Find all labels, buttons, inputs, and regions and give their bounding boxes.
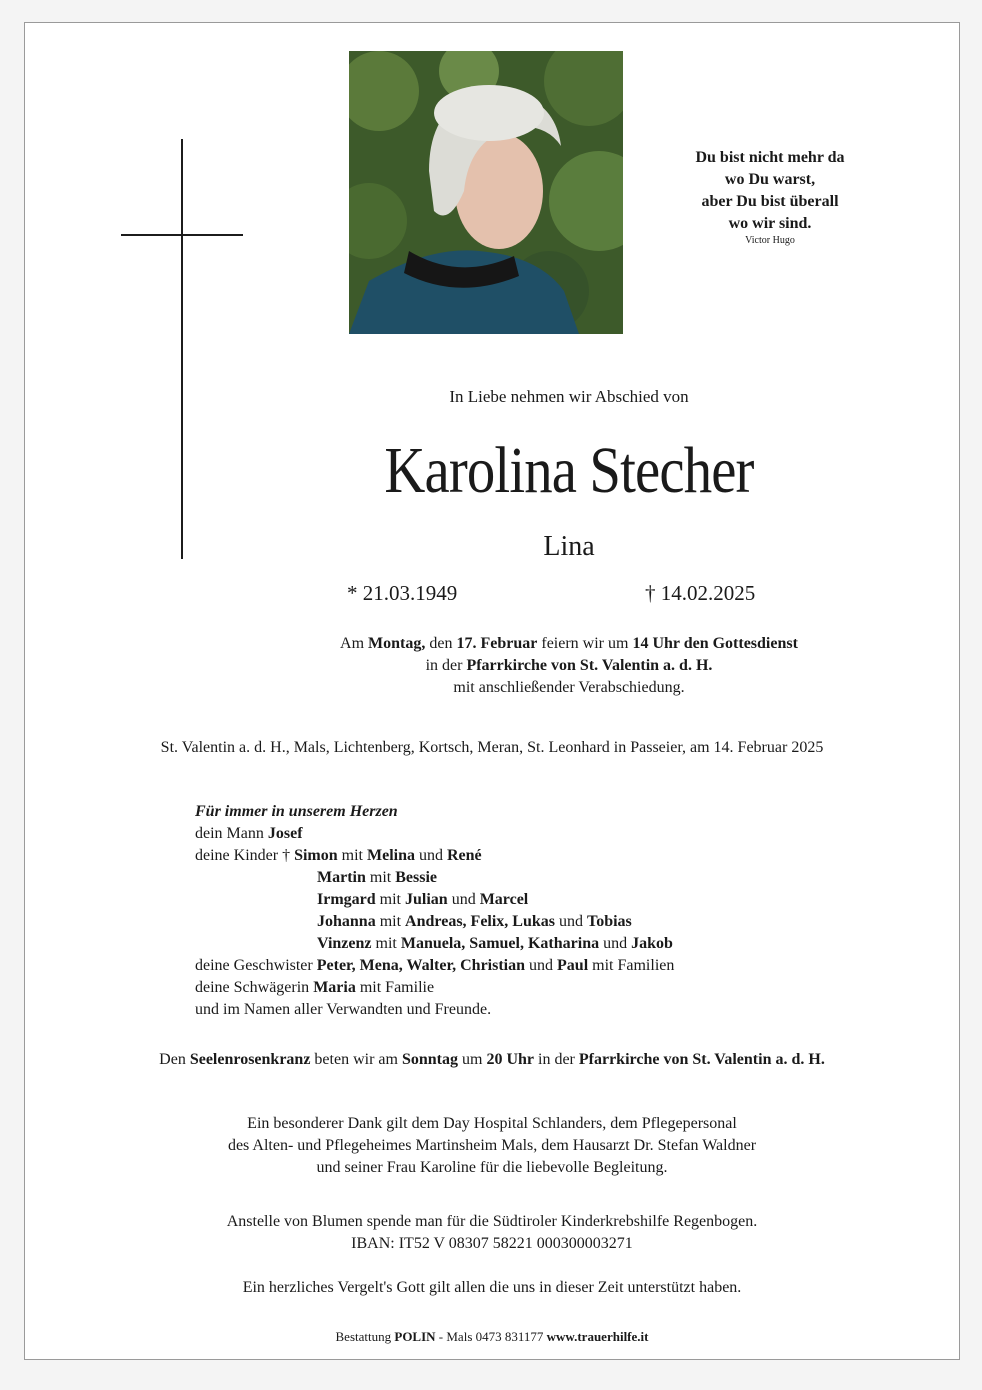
text: 14 Uhr den Gottesdienst (632, 635, 798, 652)
text: beten wir am (314, 1051, 398, 1068)
text: Bestattung (335, 1329, 392, 1344)
quote-line: wo Du warst, (724, 171, 816, 188)
text: Maria (313, 979, 356, 996)
list-item: und im Namen aller Verwandten und Freunde. (195, 1001, 492, 1018)
intro-text: In Liebe nehmen wir Abschied von (449, 387, 689, 406)
place-and-date: St. Valentin a. d. H., Mals, Lichtenberg, Kortsch, Meran, St. Leonhard in Passeier, am 14. Februar 2025 (160, 739, 824, 756)
text: Simon (294, 847, 338, 864)
deceased-name: Karolina Stecher (384, 434, 754, 507)
list-item (195, 911, 674, 933)
text: und (603, 935, 628, 952)
list-item (195, 823, 674, 845)
text: Martin (317, 869, 366, 886)
list-item (195, 933, 674, 955)
text: Melina (367, 847, 415, 864)
text: und (559, 913, 583, 930)
list-item (195, 955, 674, 977)
list-item (195, 889, 674, 911)
text: Sonntag (401, 1051, 458, 1068)
birth-date: * 21.03.1949 (347, 581, 458, 605)
text: Jakob (631, 935, 673, 952)
text: Tobias (587, 913, 632, 930)
text: Peter, Mena, Walter, Christian (316, 957, 526, 974)
text: 20 Uhr (486, 1051, 534, 1068)
text: Pfarrkirche von St. Valentin a. d. H. (466, 657, 713, 674)
text: deine Schwägerin (195, 979, 310, 996)
quote-line: Du bist nicht mehr da (695, 149, 845, 166)
funeral-home-name: POLIN (394, 1329, 436, 1344)
text: mit (341, 847, 363, 864)
text: Julian (405, 891, 448, 908)
cross-vertical-bar (181, 139, 183, 559)
text: mit (375, 935, 397, 952)
death-date: † 14.02.2025 (645, 581, 756, 605)
text: Manuela, Samuel, Katharina (400, 935, 600, 952)
text: Josef (267, 825, 303, 842)
footer (95, 1329, 889, 1345)
text: Ein besonderer Dank gilt dem Day Hospital Schlanders, dem Pflegepersonal (247, 1115, 737, 1132)
text: und (419, 847, 443, 864)
text: des Alten- und Pflegeheimes Martinsheim Mals, dem Hausarzt Dr. Stefan Waldner (227, 1137, 757, 1154)
iban: IBAN: IT52 V 08307 58221 000300003271 (351, 1235, 633, 1252)
text: Bessie (395, 869, 437, 886)
text: mit Familien (592, 957, 675, 974)
family-heading: Für immer in unserem Herzen (195, 803, 398, 820)
text: und seiner Frau Karoline für die liebevolle Begleitung. (316, 1159, 668, 1176)
text: mit Familie (359, 979, 435, 996)
text: 17. Februar (456, 635, 538, 652)
portrait-illustration (349, 51, 623, 334)
rosary-info (45, 1051, 939, 1069)
text: dein Mann (195, 825, 264, 842)
text: in der (425, 657, 463, 674)
text: mit (379, 913, 402, 930)
text: deine Kinder † (195, 847, 291, 864)
text: Seelenrosenkranz (189, 1051, 311, 1068)
text: mit (379, 891, 401, 908)
thanks-text (95, 1113, 889, 1179)
text: in der (538, 1051, 575, 1068)
text: Marcel (479, 891, 529, 908)
text: feiern wir um (541, 635, 629, 652)
text: den (429, 635, 453, 652)
text: - Mals 0473 831177 (438, 1329, 544, 1344)
text: deine Geschwister (195, 957, 313, 974)
text: Den (159, 1051, 186, 1068)
text: und (529, 957, 554, 974)
donation-text (95, 1211, 889, 1255)
quote-line: wo wir sind. (728, 215, 812, 232)
text: Paul (557, 957, 589, 974)
list-item (195, 845, 674, 867)
text: Johanna (317, 913, 376, 930)
memorial-quote (625, 147, 915, 247)
nickname: Lina (543, 531, 595, 562)
portrait-photo (349, 51, 623, 334)
text: Montag, (368, 635, 426, 652)
list-item (195, 867, 674, 889)
text: Pfarrkirche von St. Valentin a. d. H. (578, 1051, 825, 1068)
cross-horizontal-bar (121, 234, 243, 236)
text: Anstelle von Blumen spende man für die Südtiroler Kinderkrebshilfe Regenbogen. (226, 1213, 758, 1230)
funeral-service-info (169, 633, 969, 699)
text: Vinzenz (317, 935, 372, 952)
text: mit (369, 869, 392, 886)
text: und (451, 891, 476, 908)
final-thanks: Ein herzliches Vergelt's Gott gilt allen die uns in dieser Zeit unterstützt haben. (242, 1279, 742, 1296)
text: Andreas, Felix, Lukas (405, 913, 555, 930)
text: um (461, 1051, 483, 1068)
quote-author: Victor Hugo (745, 235, 795, 246)
text: Am (340, 635, 365, 652)
list-item (195, 977, 674, 999)
text: René (447, 847, 482, 864)
obituary-page (24, 22, 960, 1360)
website-link[interactable]: www.trauerhilfe.it (546, 1329, 649, 1344)
text: mit anschließender Verabschiedung. (453, 679, 685, 696)
text: Irmgard (317, 891, 376, 908)
quote-line: aber Du bist überall (701, 193, 839, 210)
family-list (195, 801, 674, 1021)
